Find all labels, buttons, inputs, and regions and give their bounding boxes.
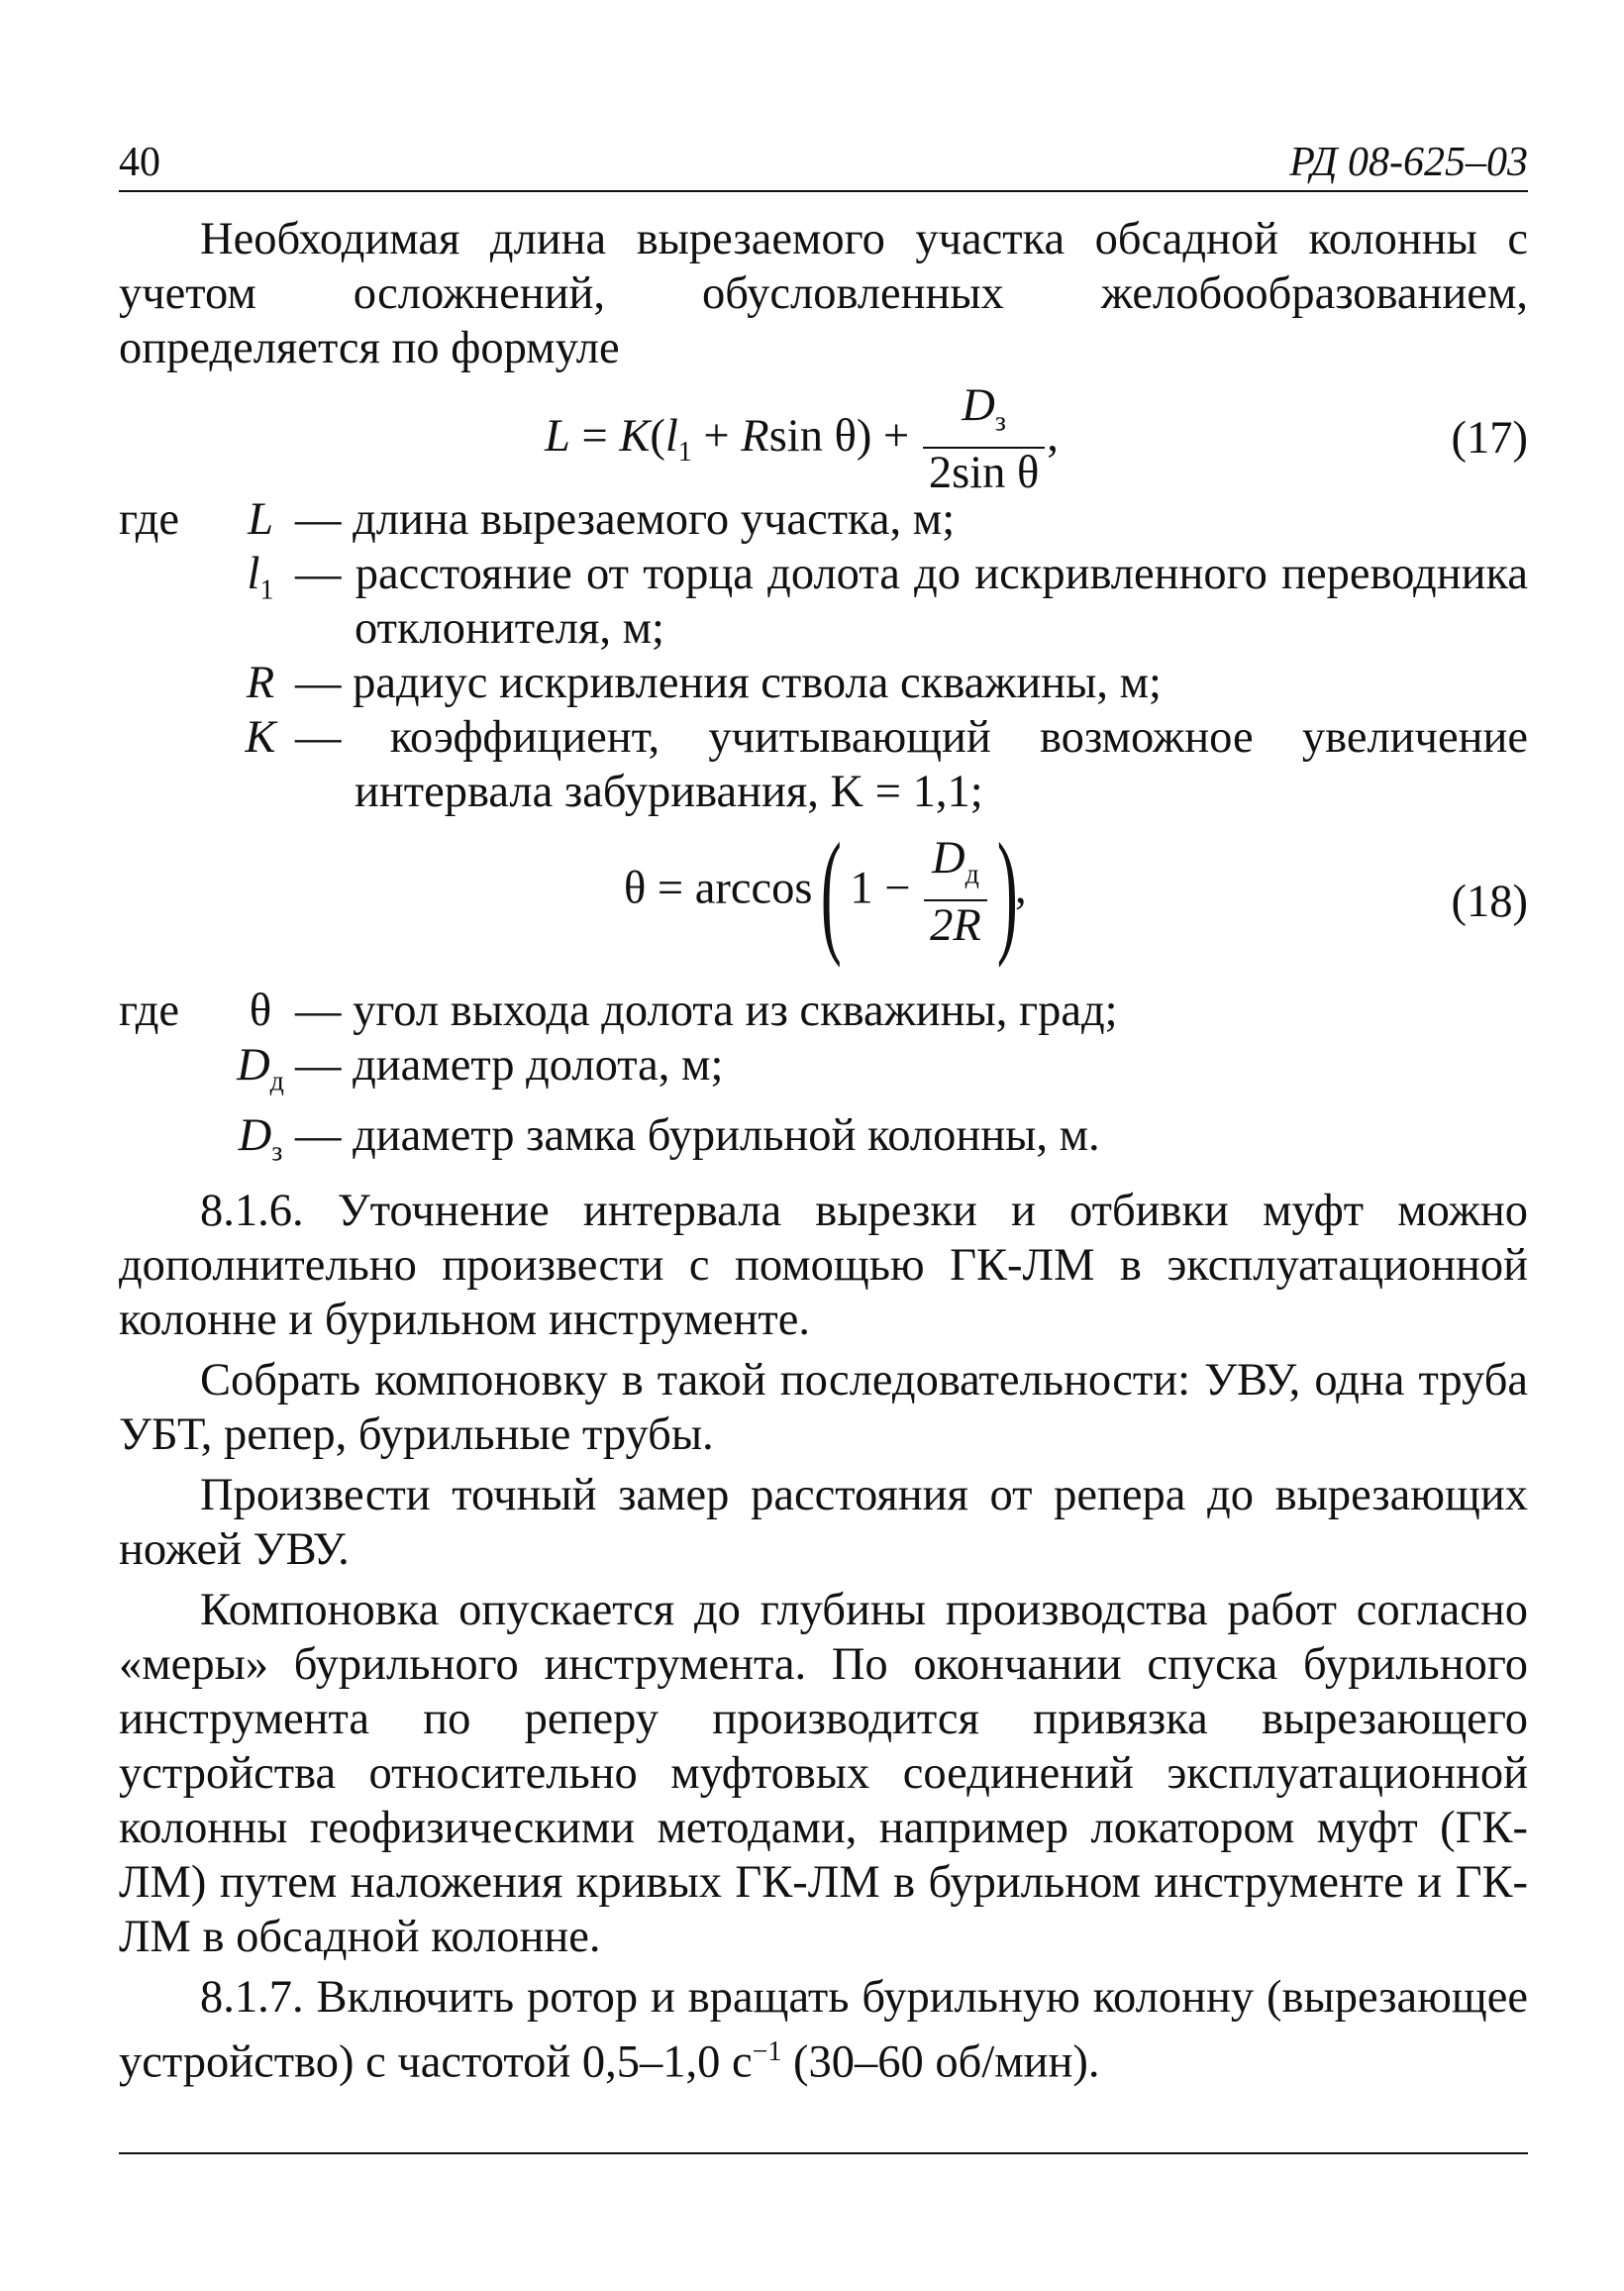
legend-row: $D_д$ — диаметр долота, м;: [237, 1040, 724, 1097]
legend-formula-18: [119, 984, 1528, 1180]
formula-17-expression: $L = K(l_1 + Rsin$ θ) + $\frac{D_з}{\text{2sin θ}}$ ,: [545, 380, 1059, 499]
legend-row: R — радиус искривления ствола скважины, м;: [246, 658, 1162, 708]
intro-paragraph: Необходимая длина вырезаемого участка обсадной колонны с учетом осложнений, обусловленных желобообразованием, определяется по формуле: [119, 214, 1528, 373]
paragraph-8-1-6: 8.1.6. Уточнение интервала вырезки и отбивки муфт можно дополнительно произвести с помощью ГК-ЛМ в эксплуатационной колонне и бурильном инструменте.: [119, 1185, 1528, 1345]
formula-18: [119, 815, 1528, 980]
document-code: РД 08-625–03: [1289, 140, 1528, 185]
formula-18-expression: θ = arccos ( 1 − $\frac{D_д}{2R}$ ),: [624, 815, 1027, 969]
page-content: [119, 212, 1528, 2095]
formula-17-fraction: $\frac{D_з}{\text{2sin θ}}$: [923, 381, 1045, 498]
legend-row: где L — длина вырезаемого участка, м;: [119, 494, 956, 545]
legend-row: $l_1$ — расстояние от торца долота до искривленного переводника отклонителя, м;: [247, 549, 1528, 654]
legend-row: $D_з$ — диаметр замка бурильной колонны, м.: [238, 1110, 1100, 1168]
paragraph-assembly: Собрать компоновку в такой последовательности: УВУ, одна труба УБТ, репер, бурильные трубы.: [119, 1354, 1528, 1460]
legend-row: K — коэффициент, учитывающий возможное увеличение интервала забуривания, K = 1,1;: [245, 712, 1528, 817]
legend-formula-17: [119, 492, 1528, 819]
footer-rule: [119, 2152, 1528, 2154]
equation-number-17: (17): [1451, 413, 1528, 464]
paragraph-8-1-7: 8.1.7. Включить ротор и вращать бурильную колонну (вырезающее устройство) с частотой 0,5–1,0 $с^{-1}$ (30–60 об/мин).: [119, 1971, 1528, 2088]
paragraph-measurement: Произвести точный замер расстояния от репера до вырезающих ножей УВУ.: [119, 1469, 1528, 1575]
formula-17: [119, 380, 1528, 499]
equation-number-18: (18): [1451, 877, 1528, 927]
paragraph-lowering: Компоновка опускается до глубины производства работ согласно «меры» бурильного инструмента. По окончании спуска бурильного инструмента по реперу производится привязка вырезающего устройства относительно муфтовых соединений эксплуатационной колонны геофизическими методами, например локатором муфт (ГК-ЛМ) путем наложения кривых ГК-ЛМ в бурильном инструменте и ГК-ЛМ в обсадной колонне.: [119, 1584, 1528, 1962]
page-header: [119, 139, 1528, 192]
legend-row: где θ — угол выхода долота из скважины, град;: [119, 986, 1118, 1036]
formula-18-fraction: $\frac{D_д}{2R}$: [924, 834, 987, 951]
page-number: 40: [119, 140, 160, 185]
